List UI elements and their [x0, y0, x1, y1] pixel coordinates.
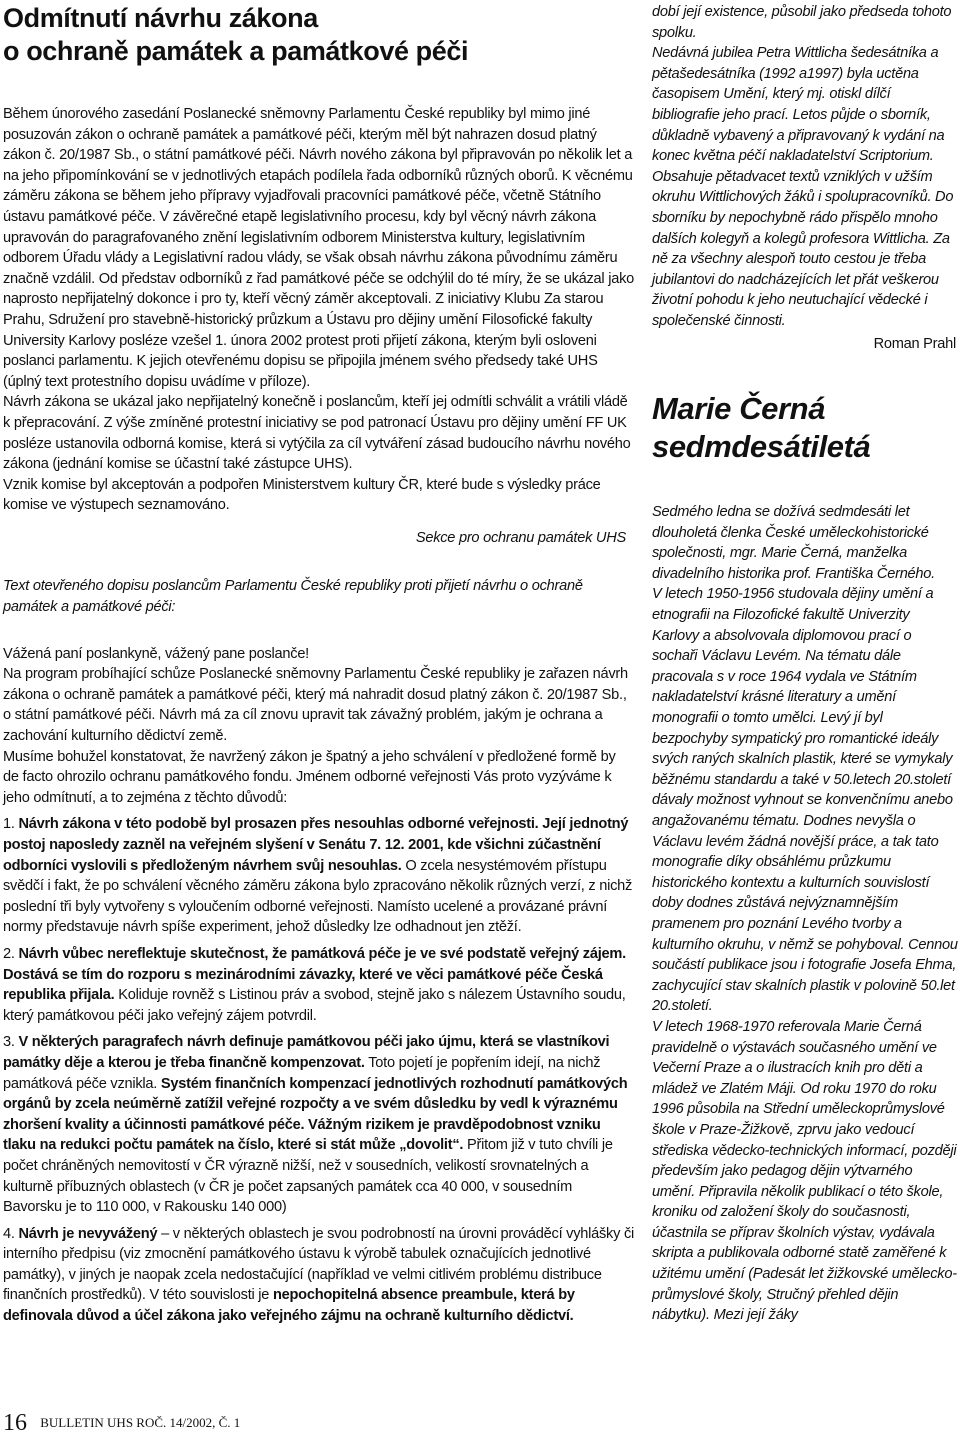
letter-point-4 — [3, 1224, 634, 1327]
sidebar-article-paragraph-3: V letech 1968-1970 referovala Marie Černá pravidelně o výstavách současného umění ve Večerní Praze a o ilustracích knih pro děti a mládež ve Zlatém Máji. Od roku 1970 do roku 1996 působila na Střední uměleckoprůmyslové škole v Praze-Žižkově, zprvu jako vedoucí střediska vědecko-technických informací, později především jako pedagog dějin výtvarného umění. Připravila několik publikací o této škole, kroniku od založení školy do současnosti, účastnila se příprav školních výstav, vydávala skripta a publikovala odborné statě zaměřené k užitému umění (Padesát let žižkovské umělecko-průmyslové školy, Stručný přehled dějin nábytku). Mezi její žáky — [652, 1018, 957, 1324]
main-column — [3, 2, 634, 1327]
point-4-bold-1: Návrh je nevyvážený — [18, 1225, 158, 1242]
point-2-text: Koliduje rovněž s Listinou práv a svobod, stejně jako s nálezem Ústavního soudu, který památkovou péči jako veřejný zájem potvrdil. — [3, 987, 626, 1024]
point-1-number: 1. — [3, 816, 15, 833]
point-1-text: O zcela nesystémovém přístupu svědčí i fakt, že po schválení věcného záměru zákona bylo zpracováno několik různých verzí, z nichž poslední tři byly vytvořeny s vyloučením odborné veřejnosti. Namísto ucelené a provázané právní normy představuje návrh spíše experiment, jehož důsledky lze odhadnout jen ztěží. — [3, 857, 633, 936]
sidebar-article-paragraph-1: Sedmého ledna se dožívá sedmdesáti let dlouholetá členka České uměleckohistorické společnosti, mgr. Marie Černá, manželka divadelního historika prof. Františka Černého. — [652, 504, 935, 582]
letter-intro: Text otevřeného dopisu poslancům Parlamentu České republiky proti přijetí návrhu o ochraně památek a památkové péči: — [3, 578, 583, 616]
page-number: 16 — [3, 1410, 27, 1436]
point-3-text-2: Přitom již v tuto chvíli je počet chráněných nemovitostí v ČR výrazně nižší, než v sousedních, velikostí srovnatelných a kulturně příbuzných oblastech (v ČR je počet zapsaných památek cca 40 000, v sousedním Bavorsku je to 110 000, v Rakousku 140 000) — [3, 1137, 613, 1216]
sidebar-heading — [652, 390, 958, 466]
sidebar-heading-line-1: Marie Černá — [652, 391, 826, 427]
letter-salutation: Vážená paní poslankyně, vážený pane poslanče! — [3, 645, 309, 662]
point-2-number: 2. — [3, 945, 15, 962]
article-title-line-2: o ochraně památek a památkové péči — [3, 36, 469, 66]
letter-point-3 — [3, 1032, 634, 1217]
sidebar-heading-line-2: sedmdesátiletá — [652, 429, 871, 465]
sidebar-column — [652, 2, 958, 1326]
publication-info: BULLETIN UHS ROČ. 14/2002, Č. 1 — [40, 1415, 241, 1430]
article-paragraph-2: Návrh zákona se ukázal jako nepřijatelný konečně i poslancům, kteří jej odmítli schválit a vrátili vládě k přepracování. Z výše zmíněné protestní iniciativy se pod patronací Ústavu pro dějiny umění FF UK posléze ustanovila odborná komise, která si vytýčila za cíl vytváření zásad budoucího návrhu nového zákona (jednání komise se účastní také zástupce UHS). — [3, 394, 631, 473]
sidebar-article-paragraph-2: V letech 1950-1956 studovala dějiny umění a etnografii na Filozofické fakultě Univerzity Karlovy a absolvovala diplomovou prací o sochaři Václavu Levém. Na tématu dále pracovala s v roce 1964 vydala ve Státním nakladatelství krásné literatury a umění monografii o tomto umělci. Levý jí byl bezpochyby sympatický pro romantické ideály svých raných skalních plastik, které se vymykaly běžnému standardu a také v 50.letech 20.století dávaly možnost vyhnout se konvenčnímu anebo angažovanému tématu. Dodnes nevyšla o Václavu levém žádná novější práce, a tak tato monografie díky obsáhlému průzkumu historického kontextu a kulturních souvislostí doby dodnes zůstává nejvýznamnějším pramenem pro poznání Levého tvorby a kulturního okruhu, v němž se pohyboval. Cennou součástí publikace jsou i fotografie Josefa Ehma, zachycující stav skalních plastik v polovině 50.let 20.století. — [652, 586, 958, 1015]
page-footer — [3, 1410, 240, 1437]
point-4-number: 4. — [3, 1225, 15, 1242]
letter-paragraph-2: Musíme bohužel konstatovat, že navržený zákon je špatný a jeho schválení v předložené formě by de facto ohrozilo ochranu památkového fondu. Jménem odborné veřejnosti Vás proto vyzýváme k jeho odmítnutí, a to zejména z těchto důvodů: — [3, 748, 616, 806]
letter-paragraph-1: Na program probíhající schůze Poslanecké sněmovny Parlamentu České republiky je zařazen návrh zákona o ochraně památek a památkové péči, který má nahradit dosud platný zákon č. 20/1987 Sb., o státní památkové péči. Návrh má za cíl znovu upravit tak závažný problém, jakým je ochrana a zachování kulturního dědictví země. — [3, 666, 628, 745]
article-title-line-1: Odmítnutí návrhu zákona — [3, 3, 318, 33]
point-3-text-1: Toto pojetí je popřením idejí, na nichž památková péče vznikla. — [3, 1054, 601, 1092]
letter-point-1 — [3, 814, 634, 938]
letter-point-2 — [3, 944, 634, 1026]
point-1-bold: Návrh zákona v této podobě byl prosazen přes nesouhlas odborné veřejnosti. Její jednotný postoj naposledy zazněl na veřejném slyšení v Senátu 7. 12. 2001, kde všichni zúčastnění odborníci vyslovili s předloženým návrhem svůj nesouhlas. — [3, 816, 629, 874]
point-3-bold-1: V některých paragrafech návrh definuje památkovou péči jako újmu, která se vlastníkovi památky děje a kterou je třeba finančně kompenzovat. — [3, 1034, 610, 1071]
article-paragraph-3: Vznik komise byl akceptován a podpořen Ministerstvem kultury ČR, které bude s výsledky práce komise ve výstupech seznamováno. — [3, 476, 601, 514]
article-signature: Sekce pro ochranu památek UHS — [415, 529, 626, 546]
sidebar-continued-paragraph: Nedávná jubilea Petra Wittlicha šedesátníka a pětašedesátníka (1992 a1997) byla uctěna časopisem Umění, který mj. otiskl dílčí bibliografie jeho prací. Letos půjde o sborník, důkladně vybavený a připravovaný k vydání na konec května péčí nakladatelství Scriptorium. Obsahuje pětadvacet textů vzniklých v užším okruhu Wittlichových žáků i spolupracovníků. Do sborníku by nepochybně rádo přispělo mnoho dalších kolegyň a kolegů profesora Wittlicha. Za ně za všechny alespoň touto cestou je třeba jubilantovi do nadcházejících let přát veškerou životní pohodu k jeho neutuchající vědecké i společenské činnosti. — [652, 45, 954, 329]
article-paragraph-1: Během únorového zasedání Poslanecké sněmovny Parlamentu České republiky byl mimo jiné posuzován zákon o ochraně památek a památkové péči, kterým měl být nahrazen dosud platný zákon č. 20/1987 Sb., o státní památkové péči. Návrh nového zákona byl připravován po několik let a na jeho připomínkování se v jednotlivých etapách podílela řada odborníků různých oborů. K věcnému záměru zákona se během jeho přípravy vyjadřovali pracovníci památkové péče, včetně Státního ústavu památkové péče. V závěrečné etapě legislativního procesu, kdy byl věcný návrh zákona upravován do paragrafovaného znění legislativním odborem Ministerstva kultury, legislativním odborem Úřadu vlády a Legislativní radou vlády, se však obsah návrhu zákona původnímu záměru značně vzdálil. Od představ odborníků z řad památkové péče se odchýlil do té míry, že se ukázal jako naprosto nepřijatelný dokonce i pro ty, kteří věcný záměr akceptovali. Z iniciativy Klubu Za starou Prahu, Sdružení pro stavebně-historický průzkum a Ústavu pro dějiny umění Filosofické fakulty University Karlovy posléze vzešel 1. února 2002 protest proti přijetí zákona, kterým byli osloveni poslanci parlamentu. K jejich otevřenému dopisu se připojila jménem svého předsedy také UHS (úplný text protestního dopisu uvádíme v příloze). — [3, 106, 634, 390]
point-2-bold: Návrh vůbec nereflektuje skutečnost, že památková péče je ve své podstatě veřejný zájem. Dostává se tím do rozporu s mezinárodními závazky, které ve věci památkové péče Česká republika přijala. — [3, 945, 626, 1004]
sidebar-signature: Roman Prahl — [873, 335, 956, 352]
point-3-bold-2: Systém finančních kompenzací jednotlivých rozhodnutí památkových orgánů by zcela neúměrně zatížil veřejné rozpočty a ve svém důsledku by vedl k výraznému zhoršení kvality a účinnosti památkové péče. Vážným rizikem je pravděpodobnost vzniku tlaku na redukci počtu památek na číslo, které si stát může „dovolit“. — [3, 1075, 628, 1154]
point-3-number: 3. — [3, 1034, 15, 1051]
point-4-bold-2: nepochopitelná absence preambule, která by definovala důvod a účel zákona jako veřejného zájmu na ochraně kulturního dědictví. — [3, 1287, 575, 1325]
article-title — [3, 2, 634, 68]
point-4-text: – v některých oblastech je svou podrobností na úrovni prováděcí vyhlášky či interního předpisu (viz zmocnění památkového ústavu k výrobě tabulek označujících jednotlivé památky), v jiných je naopak zcela nedostačující (například ve velmi citlivém problému distribuce finančních prostředků). V této souvislosti je — [3, 1225, 634, 1304]
sidebar-continued-text: dobí její existence, působil jako předseda tohoto spolku. — [652, 4, 952, 41]
